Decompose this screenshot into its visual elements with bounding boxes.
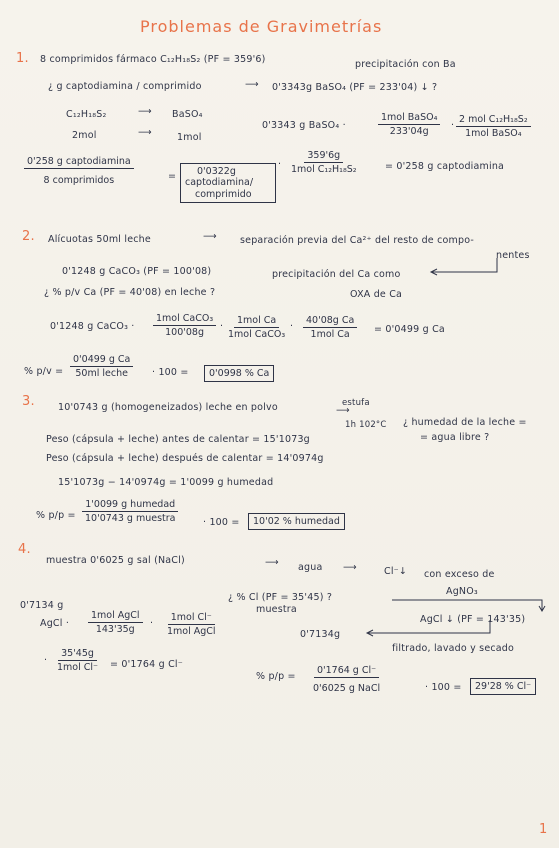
p4-fraction-2 [164,612,219,637]
p3-answer-box: 10'02 % humedad [248,513,345,530]
p4-fraction-3 [54,648,101,673]
p1-calc-start: 0'3343 g BaSO₄ · [262,120,346,131]
denominator: 1mol Ca [310,329,350,340]
times-100: · 100 = [425,682,462,693]
denominator: 8 comprimidos [43,175,115,186]
p2-pv-label: % p/v = [24,366,64,377]
dot: · [451,120,455,131]
problem-1-question: ¿ g captodiamina / comprimido [48,81,202,92]
answer-line: comprimido [195,188,252,200]
problem-1-arrow: ⟶ [245,79,259,90]
problem-1-number: 1. [16,51,29,66]
page-number: 1 [539,822,548,837]
problem-1-precipitation: precipitación con Ba [355,59,456,70]
problem-2-precipitation: precipitación del Ca como [272,269,401,280]
problem-1-given: 0'3343g BaSO₄ (PF = 233'04) ↓ ? [272,82,438,93]
denominator: 1mol C₁₂H₁₈S₂ [291,164,357,175]
reaction-arrow: ⟶ [138,106,152,117]
problem-1-statement: 8 comprimidos fármaco C₁₂H₁₈S₂ (PF = 359'6) [40,54,266,65]
problem-2-question: ¿ % p/v Ca (PF = 40'08) en leche ? [44,287,216,298]
problem-4-question: ¿ % Cl (PF = 35'45) ? [228,592,333,603]
problem-2-statement: Alícuotas 50ml leche [48,234,151,245]
answer-line: 0'0322g [197,166,236,177]
problem-4-arrow: ⟶ [343,562,357,573]
problem-2-caco3: 0'1248 g CaCO₃ (PF = 100'08) [62,266,212,277]
denominator: 233'04g [389,126,429,137]
numerator: 1mol Cl⁻ [168,612,215,625]
problem-4-agno3: AgNO₃ [446,586,478,597]
numerator: 2 mol C₁₂H₁₈S₂ [456,114,531,127]
p4-calc-result: = 0'1764 g Cl⁻ [110,659,183,670]
denominator: 1mol BaSO₄ [465,128,522,139]
problem-3-statement: 10'0743 g (homogeneizados) leche en polvo [58,402,278,413]
denominator: 100'08g [165,327,205,338]
reaction-product: BaSO₄ [172,109,203,120]
problem-2-separation-cont: nentes [496,250,530,261]
reaction-reactant: C₁₂H₁₈S₂ [66,109,107,120]
times-100: · 100 = [152,367,189,378]
dot: · [290,321,294,332]
problem-3-question-cont: = agua libre ? [420,432,490,443]
reaction-arrow: ⟶ [138,127,152,138]
p2-answer-box: 0'0998 % Ca [204,365,274,382]
problem-4-number: 4. [18,542,31,557]
p2-calc-result: = 0'0499 g Ca [374,324,445,335]
problem-4-excess: con exceso de [424,569,495,580]
p3-weight-before: Peso (cápsula + leche) antes de calentar = 15'1073g [46,434,310,445]
p4-fraction-pp [310,665,383,694]
problem-4-water: agua [298,562,323,573]
denominator: 10'0743 g muestra [85,513,176,524]
equals: = [168,171,177,182]
numerator: 1mol BaSO₄ [378,112,440,125]
problem-4-statement: muestra 0'6025 g sal (NaCl) [46,555,185,566]
problem-2-number: 2. [22,229,35,244]
p3-moisture-difference: 15'1073g − 14'0974g = 1'0099 g humedad [58,477,274,488]
page-title: Problemas de Gravimetrías [140,17,383,36]
dot: · [278,159,282,170]
problem-4-agcl: AgCl ↓ (PF = 143'35) [420,614,526,625]
numerator: 0'0499 g Ca [70,354,133,367]
problem-3-number: 3. [22,394,35,409]
p1-calc-result: = 0'258 g captodiamina [385,161,505,172]
numerator: 1'0099 g humedad [82,499,178,512]
p4-calc-agcl: AgCl · [40,618,70,629]
numerator: 40'08g Ca [303,315,357,328]
numerator: 1mol AgCl [88,610,143,623]
dot: · [150,618,154,629]
p3-pp-label: % p/p = [36,510,76,521]
problem-2-oxalate: OXA de Ca [350,289,403,300]
problem-4-chloride: Cl⁻↓ [384,566,408,577]
answer-line: captodiamina/ [185,177,254,189]
problem-3-oven: estufa [342,398,370,408]
numerator: 0'1764 g Cl⁻ [314,665,379,678]
denominator: 1mol CaCO₃ [228,329,286,340]
times-100: · 100 = [203,517,240,528]
dot: · [220,321,224,332]
numerator: 1mol CaCO₃ [153,313,216,326]
problem-4-mass: 0'7134g [300,629,341,640]
p2-calc-start: 0'1248 g CaCO₃ · [50,321,135,332]
problem-2-separation: separación previa del Ca²⁺ del resto de compo- [240,235,475,246]
problem-3-arrow: ⟶ [336,405,350,416]
p4-fraction-1 [88,610,143,635]
problem-3-question: ¿ humedad de la leche = [403,417,527,428]
reaction-reactant-mol: 2mol [72,130,97,141]
denominator: 0'6025 g NaCl [313,683,381,694]
dot: · [44,655,48,666]
denominator: 143'35g [95,624,135,635]
numerator: 1mol Ca [234,315,279,328]
p4-answer-box: 29'28 % Cl⁻ [470,678,536,695]
problem-4-sample: muestra [256,604,297,615]
p3-weight-after: Peso (cápsula + leche) después de calentar = 14'0974g [46,453,324,464]
p4-calc-mass: 0'7134 g [20,600,64,611]
problem-4-arrow: ⟶ [265,557,279,568]
numerator: 359'6g [304,150,343,163]
problem-4-filtered: filtrado, lavado y secado [392,643,515,654]
problem-2-arrow: ⟶ [203,231,217,242]
denominator: 50ml leche [75,368,128,379]
reaction-product-mol: 1mol [177,132,202,143]
numerator: 0'258 g captodiamina [24,156,134,169]
numerator: 35'45g [58,648,97,661]
p4-pp-label: % p/p = [256,671,296,682]
denominator: 1mol AgCl [167,626,216,637]
problem-3-oven-conditions: 1h 102°C [345,420,387,430]
denominator: 1mol Cl⁻ [57,662,99,673]
